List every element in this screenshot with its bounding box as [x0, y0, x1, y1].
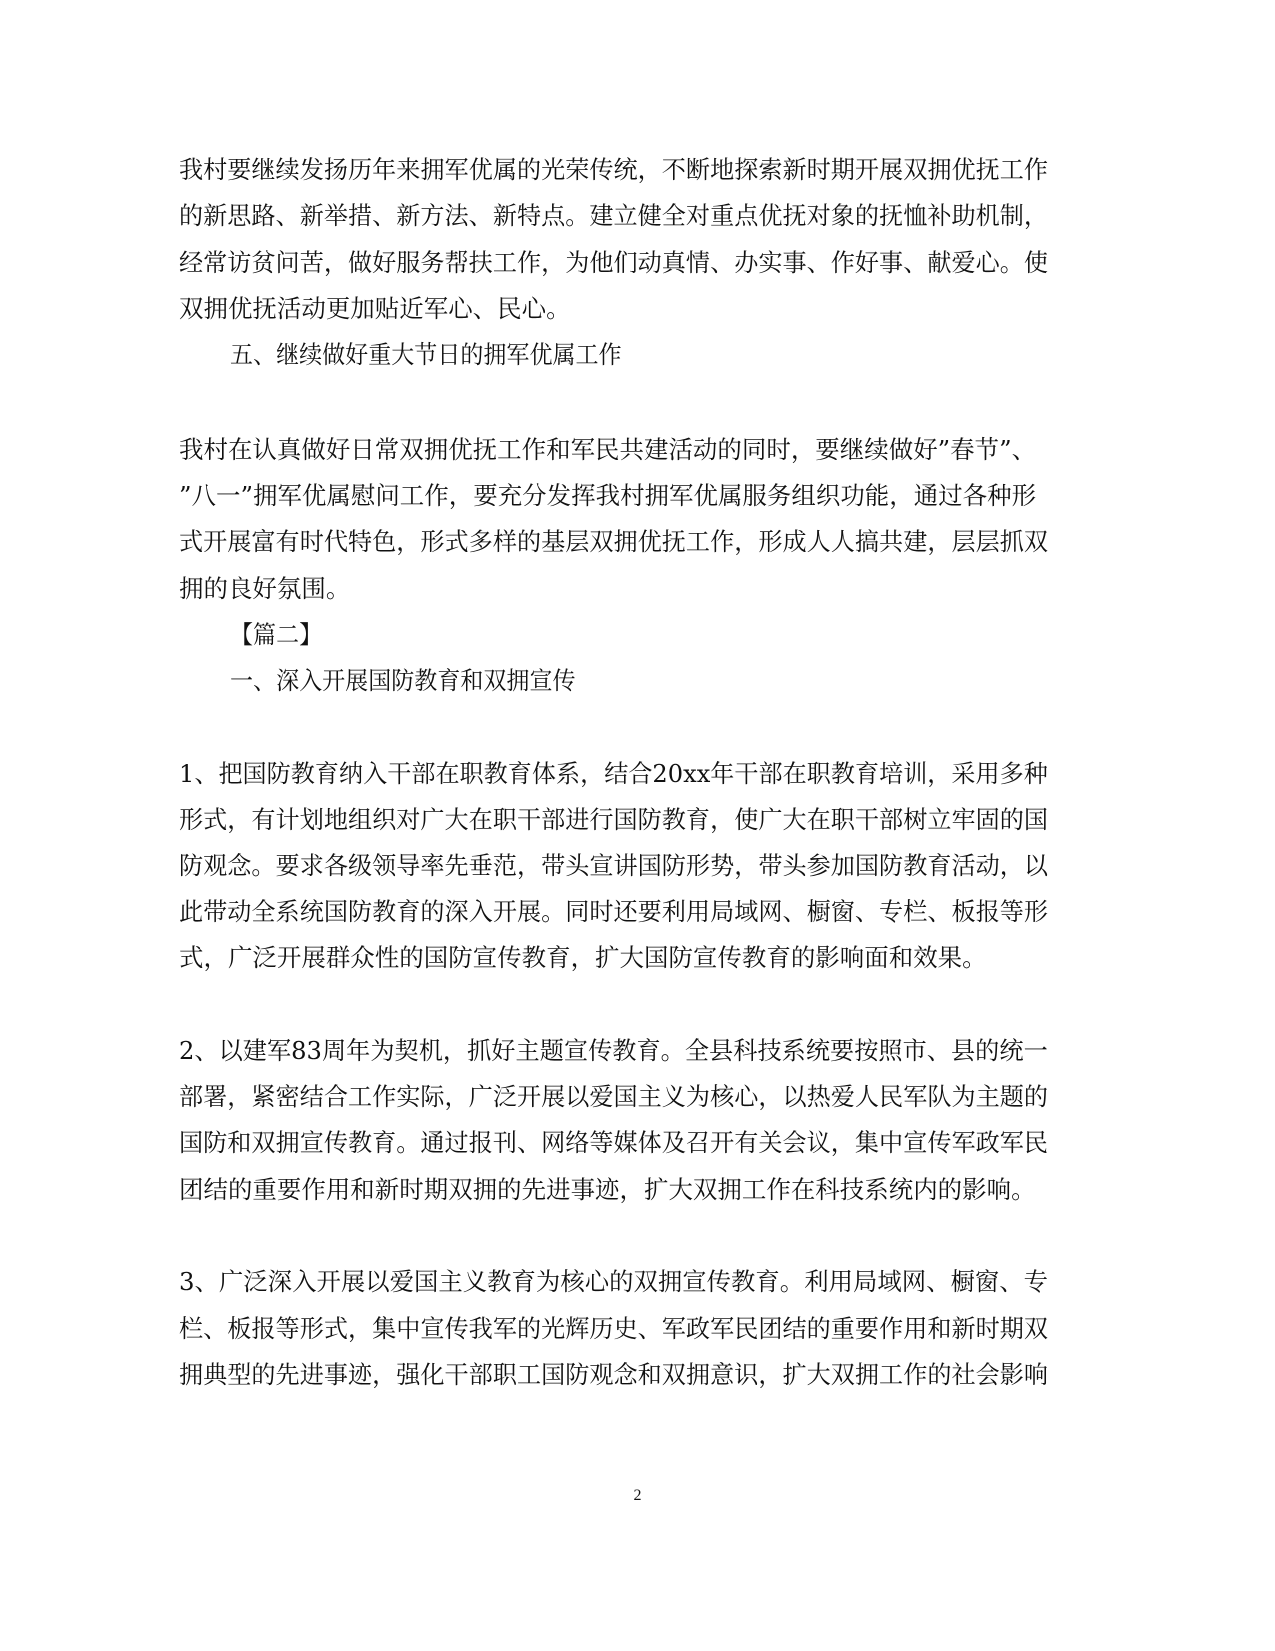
- paragraph-line: 部署，紧密结合工作实际，广泛开展以爱国主义为核心，以热爱人民军队为主题的: [179, 1082, 1049, 1111]
- section-heading: 五、继续做好重大节日的拥军优属工作: [230, 340, 622, 369]
- paragraph-line: 我村在认真做好日常双拥优抚工作和军民共建活动的同时，要继续做好”春节”、: [179, 435, 1037, 464]
- paragraph-line: 2、以建军83周年为契机，抓好主题宣传教育。全县科技系统要按照市、县的统一: [179, 1036, 1048, 1065]
- paragraph-line: 我村要继续发扬历年来拥军优属的光荣传统，不断地探索新时期开展双拥优抚工作: [179, 155, 1049, 184]
- page-number: 2: [633, 1487, 642, 1504]
- paragraph-line: 式，广泛开展群众性的国防宣传教育，扩大国防宣传教育的影响面和效果。: [179, 943, 987, 972]
- paragraph-line: 双拥优抚活动更加贴近军心、民心。: [179, 294, 571, 323]
- paragraph-line: 拥的良好氛围。: [179, 574, 351, 603]
- paragraph-line: 3、广泛深入开展以爱国主义教育为核心的双拥宣传教育。利用局域网、橱窗、专: [179, 1267, 1049, 1296]
- paragraph-line: ”八一”拥军优属慰问工作，要充分发挥我村拥军优属服务组织功能，通过各种形: [179, 481, 1037, 510]
- paragraph-line: 此带动全系统国防教育的深入开展。同时还要利用局域网、橱窗、专栏、板报等形: [179, 897, 1049, 926]
- paragraph-line: 式开展富有时代特色，形式多样的基层双拥优抚工作，形成人人搞共建，层层抓双: [179, 527, 1049, 556]
- section-heading: 一、深入开展国防教育和双拥宣传: [230, 666, 576, 695]
- paragraph-line: 团结的重要作用和新时期双拥的先进事迹，扩大双拥工作在科技系统内的影响。: [179, 1175, 1036, 1204]
- paragraph-line: 的新思路、新举措、新方法、新特点。建立健全对重点优抚对象的抚恤补助机制，: [179, 201, 1049, 230]
- paragraph-line: 栏、板报等形式，集中宣传我军的光辉历史、军政军民团结的重要作用和新时期双: [179, 1314, 1049, 1343]
- paragraph-line: 1、把国防教育纳入干部在职教育体系，结合20xx年干部在职教育培训，采用多种: [179, 759, 1048, 788]
- paragraph-line: 拥典型的先进事迹，强化干部职工国防观念和双拥意识，扩大双拥工作的社会影响: [179, 1360, 1049, 1389]
- paragraph-line: 形式，有计划地组织对广大在职干部进行国防教育，使广大在职干部树立牢固的国: [179, 805, 1049, 834]
- paragraph-line: 国防和双拥宣传教育。通过报刊、网络等媒体及召开有关会议，集中宣传军政军民: [179, 1128, 1049, 1157]
- section-marker: 【篇二】: [230, 620, 323, 649]
- paragraph-line: 经常访贫问苦，做好服务帮扶工作，为他们动真情、办实事、作好事、献爱心。使: [179, 248, 1049, 277]
- paragraph-line: 防观念。要求各级领导率先垂范，带头宣讲国防形势，带头参加国防教育活动，以: [179, 851, 1049, 880]
